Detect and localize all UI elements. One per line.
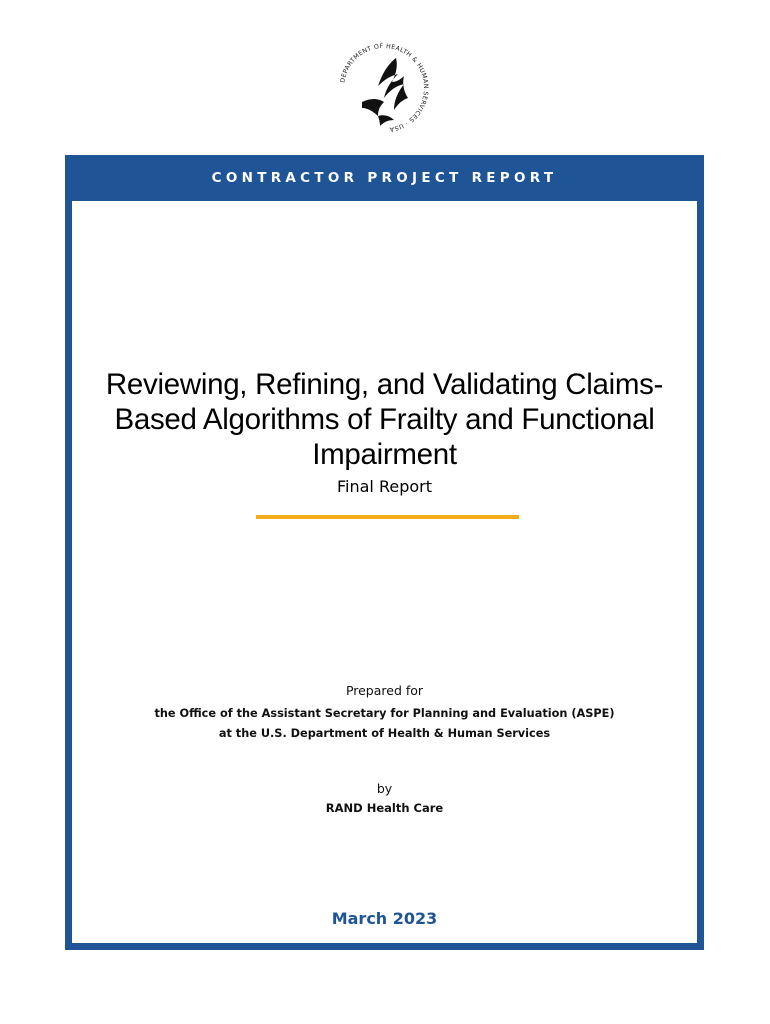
hhs-eagle-seal-icon (332, 36, 436, 140)
report-frame (65, 155, 704, 950)
report-title-line: Impairment (312, 438, 457, 471)
svg-text:DEPARTMENT OF HEALTH & HUMAN S: DEPARTMENT OF HEALTH & HUMAN SERVICES · USA (339, 42, 430, 133)
report-title-line: Reviewing, Refining, and Validating Claims- (105, 368, 664, 401)
prepared-for-label: Prepared for (345, 683, 424, 698)
title-divider (256, 515, 519, 519)
report-type-banner: CONTRACTOR PROJECT REPORT (211, 170, 558, 186)
recipient-agency (72, 704, 697, 744)
recipient-line: the Office of the Assistant Secretary for Planning and Evaluation (ASPE) (154, 707, 615, 720)
by-label: by (376, 781, 393, 796)
report-title-line: Based Algorithms of Frailty and Functional (114, 403, 655, 436)
report-title (72, 367, 697, 472)
recipient-line: at the U.S. Department of Health & Human Services (218, 727, 551, 740)
report-subtitle: Final Report (337, 477, 432, 496)
cover-content (72, 201, 697, 943)
report-date: March 2023 (331, 909, 438, 928)
author-name: RAND Health Care (325, 801, 444, 815)
